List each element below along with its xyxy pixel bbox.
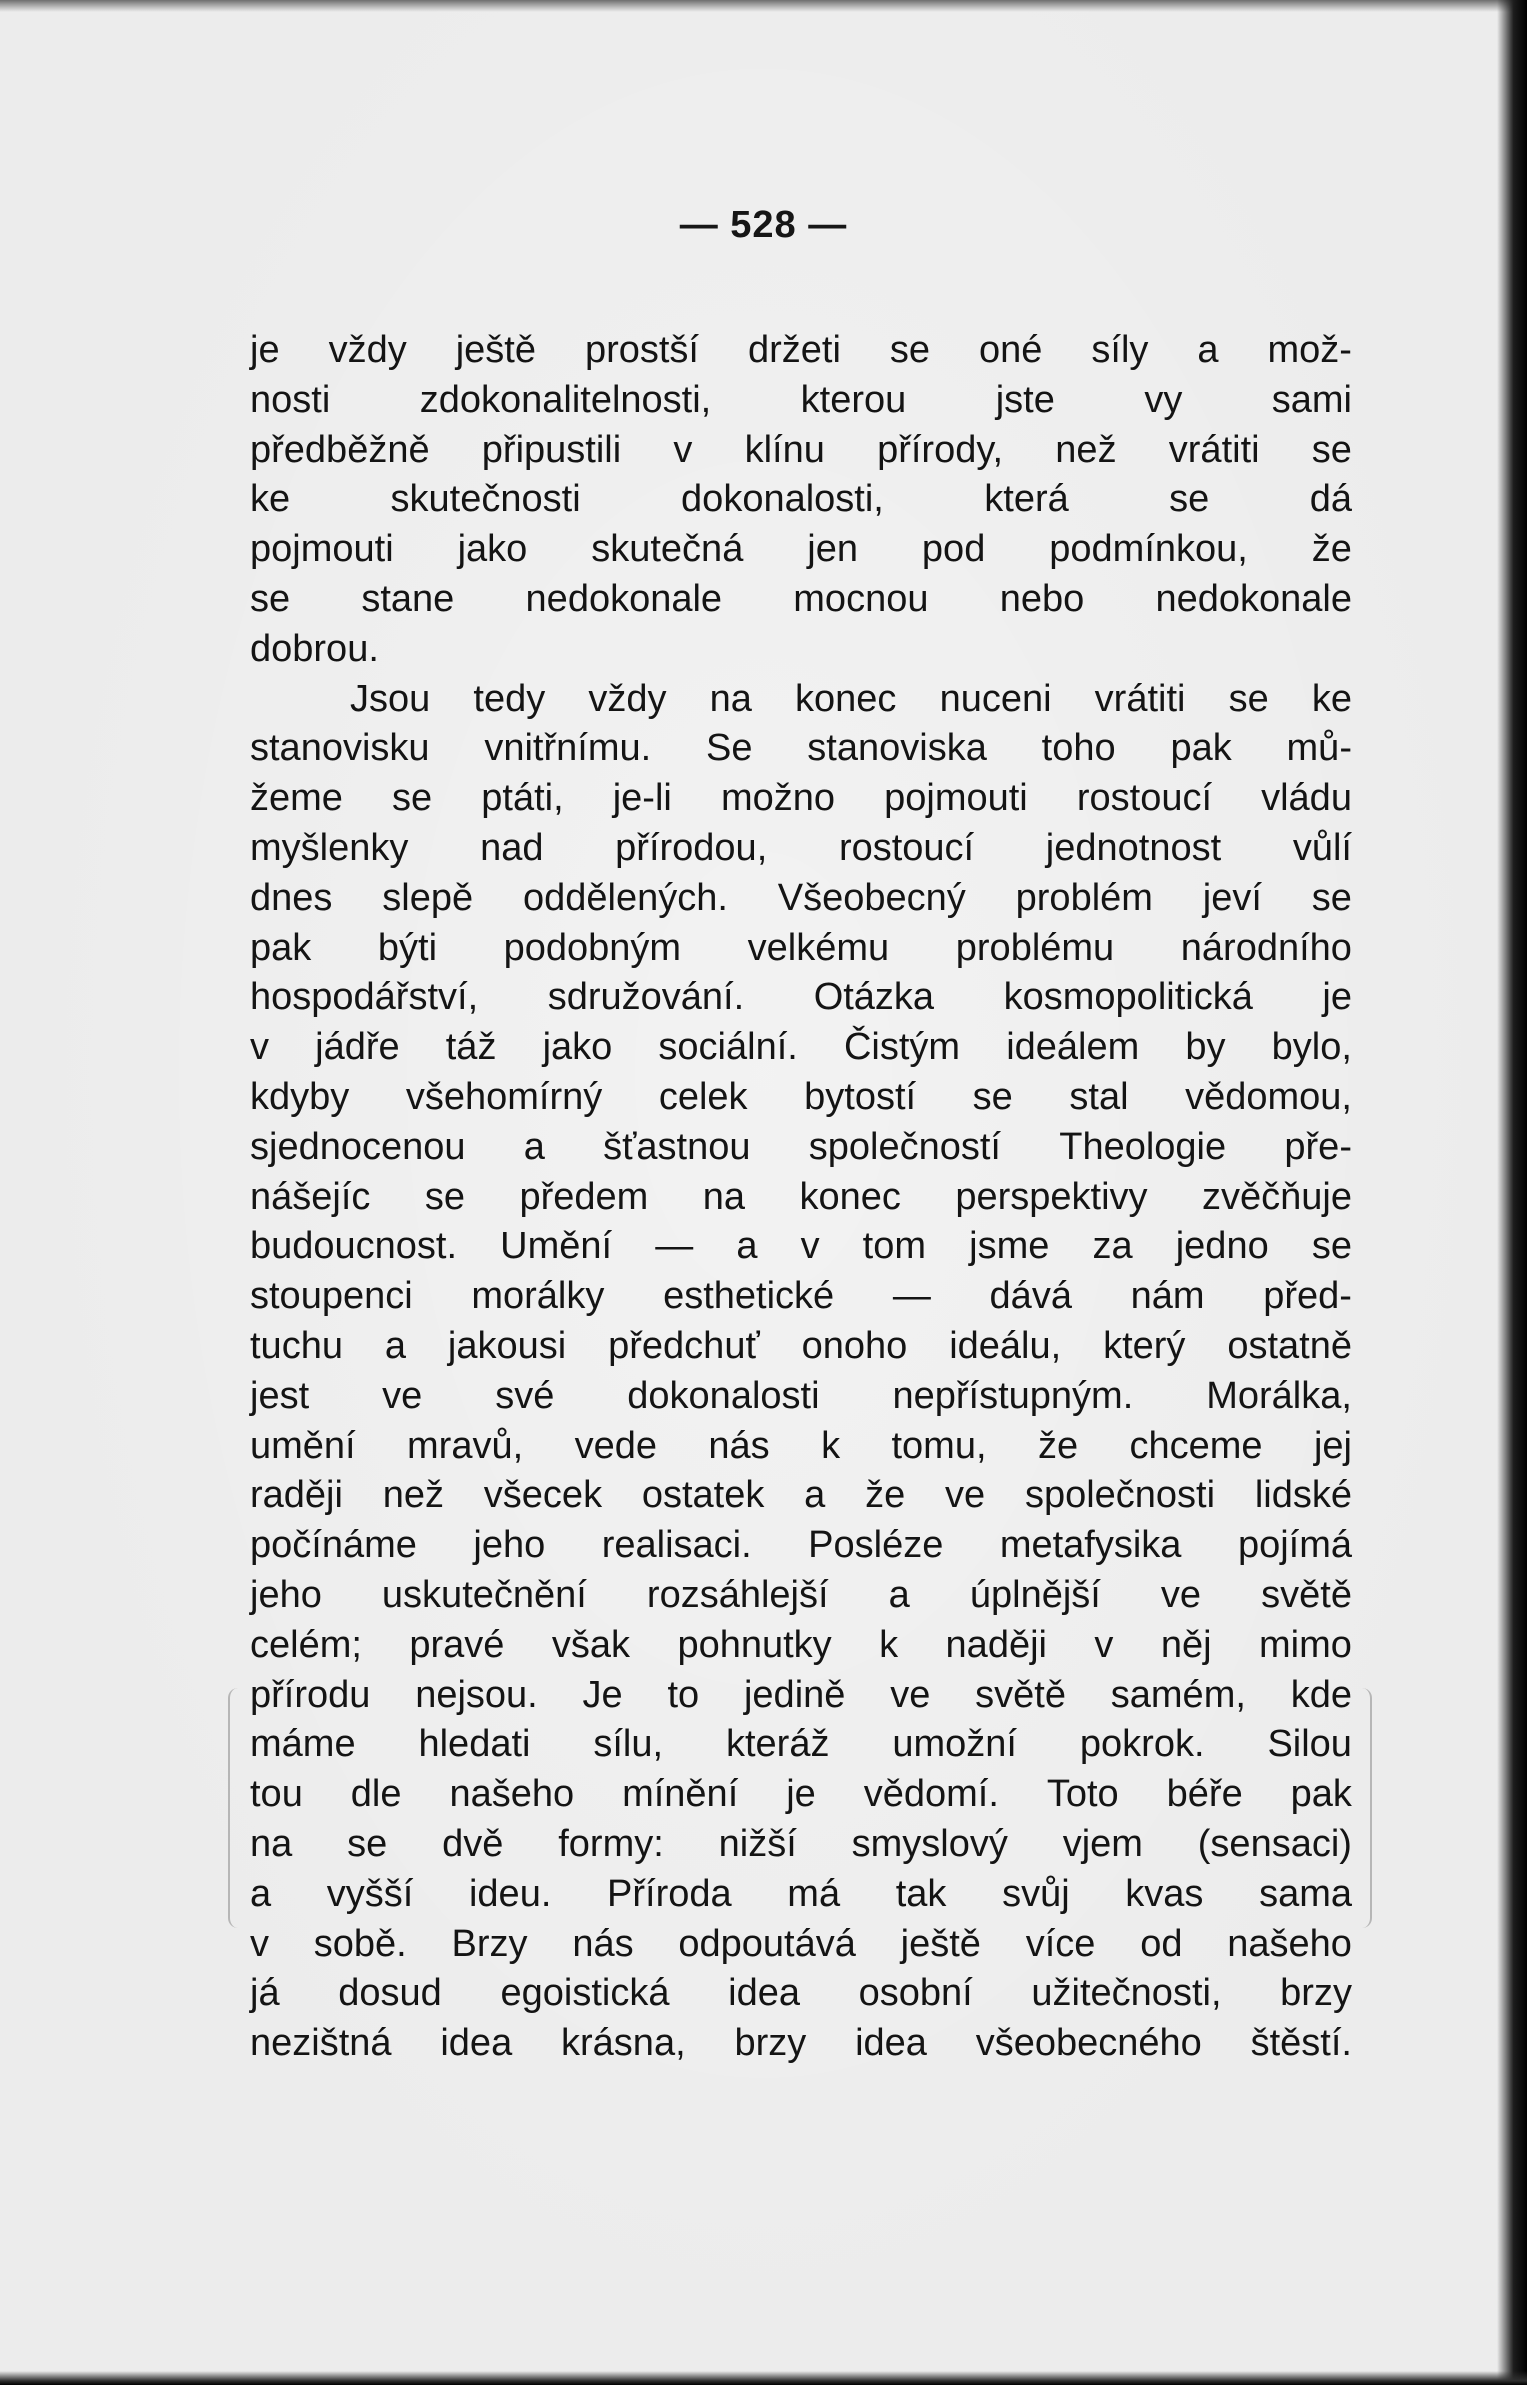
text-line: máme hledati sílu, kteráž umožní pokrok. Silou xyxy=(250,1723,1352,1766)
text-line: v sobě. Brzy nás odpoutává ještě více od našeho xyxy=(250,1922,1352,1965)
text-line: hospodářství, sdružování. Otázka kosmopolitická je xyxy=(250,976,1352,1019)
text-line: já dosud egoistická idea osobní užitečnosti, brzy xyxy=(250,1972,1352,2015)
scan-top-edge xyxy=(0,0,1527,12)
text-line: předběžně připustili v klínu přírody, než vrátiti se xyxy=(250,428,1352,471)
text-line: na se dvě formy: nižší smyslový vjem (sensaci) xyxy=(250,1822,1352,1865)
text-line: myšlenky nad přírodou, rostoucí jednotnost vůlí xyxy=(250,826,1352,869)
text-line: tou dle našeho mínění je vědomí. Toto béře pak xyxy=(250,1773,1352,1816)
page-number: — 528 — xyxy=(679,204,848,246)
text-line: stanovisku vnitřnímu. Se stanoviska toho pak mů- xyxy=(250,727,1352,770)
text-line: a vyšší ideu. Příroda má tak svůj kvas sama xyxy=(250,1872,1352,1915)
scan-right-edge xyxy=(1497,0,1527,2385)
text-line: žeme se ptáti, je-li možno pojmouti rostoucí vládu xyxy=(250,777,1352,820)
text-line: tuchu a jakousi předchuť onoho ideálu, který ostatně xyxy=(250,1324,1352,1367)
text-line: sjednocenou a šťastnou společností Theologie pře- xyxy=(250,1125,1352,1168)
text-line: Jsou tedy vždy na konec nuceni vrátiti se ke xyxy=(350,677,1352,720)
text-line: kdyby všehomírný celek bytostí se stal vědomou, xyxy=(250,1075,1352,1118)
text-line: nosti zdokonalitelnosti, kterou jste vy sami xyxy=(250,378,1352,421)
text-line: nezištná idea krásna, brzy idea všeobecného štěstí. xyxy=(250,2022,1352,2065)
text-line: pak býti podobným velkému problému národního xyxy=(250,926,1352,969)
text-line: stoupenci morálky esthetické — dává nám před- xyxy=(250,1275,1352,1318)
text-line: je vždy ještě prostší držeti se oné síly a mož- xyxy=(250,329,1352,371)
text-line: ke skutečnosti dokonalosti, která se dá xyxy=(250,478,1352,521)
body-text xyxy=(250,326,1352,2069)
text-line: se stane nedokonale mocnou nebo nedokonale xyxy=(250,577,1352,620)
text-line: dobrou. xyxy=(250,627,379,670)
text-line: dnes slepě oddělených. Všeobecný problém jeví se xyxy=(250,876,1352,919)
text-line: pojmouti jako skutečná jen pod podmínkou, že xyxy=(250,528,1352,571)
text-line: v jádře táž jako sociální. Čistým ideálem by bylo, xyxy=(250,1026,1352,1069)
text-line: počínáme jeho realisaci. Posléze metafysika pojímá xyxy=(250,1524,1352,1567)
text-line: celém; pravé však pohnutky k naději v něj mimo xyxy=(250,1623,1352,1666)
text-line: jest ve své dokonalosti nepřístupným. Morálka, xyxy=(250,1374,1352,1417)
text-line: přírodu nejsou. Je to jedině ve světě samém, kde xyxy=(250,1673,1352,1716)
text-line: nášejíc se předem na konec perspektivy zvěčňuje xyxy=(250,1175,1352,1218)
text-line: jeho uskutečnění rozsáhlejší a úplnější ve světě xyxy=(250,1573,1352,1616)
text-line: raději než všecek ostatek a že ve společnosti lidské xyxy=(250,1474,1352,1517)
text-line: umění mravů, vede nás k tomu, že chceme jej xyxy=(250,1424,1352,1467)
scan-bottom-edge xyxy=(0,2371,1527,2385)
text-line: budoucnost. Umění — a v tom jsme za jedno se xyxy=(250,1225,1352,1268)
